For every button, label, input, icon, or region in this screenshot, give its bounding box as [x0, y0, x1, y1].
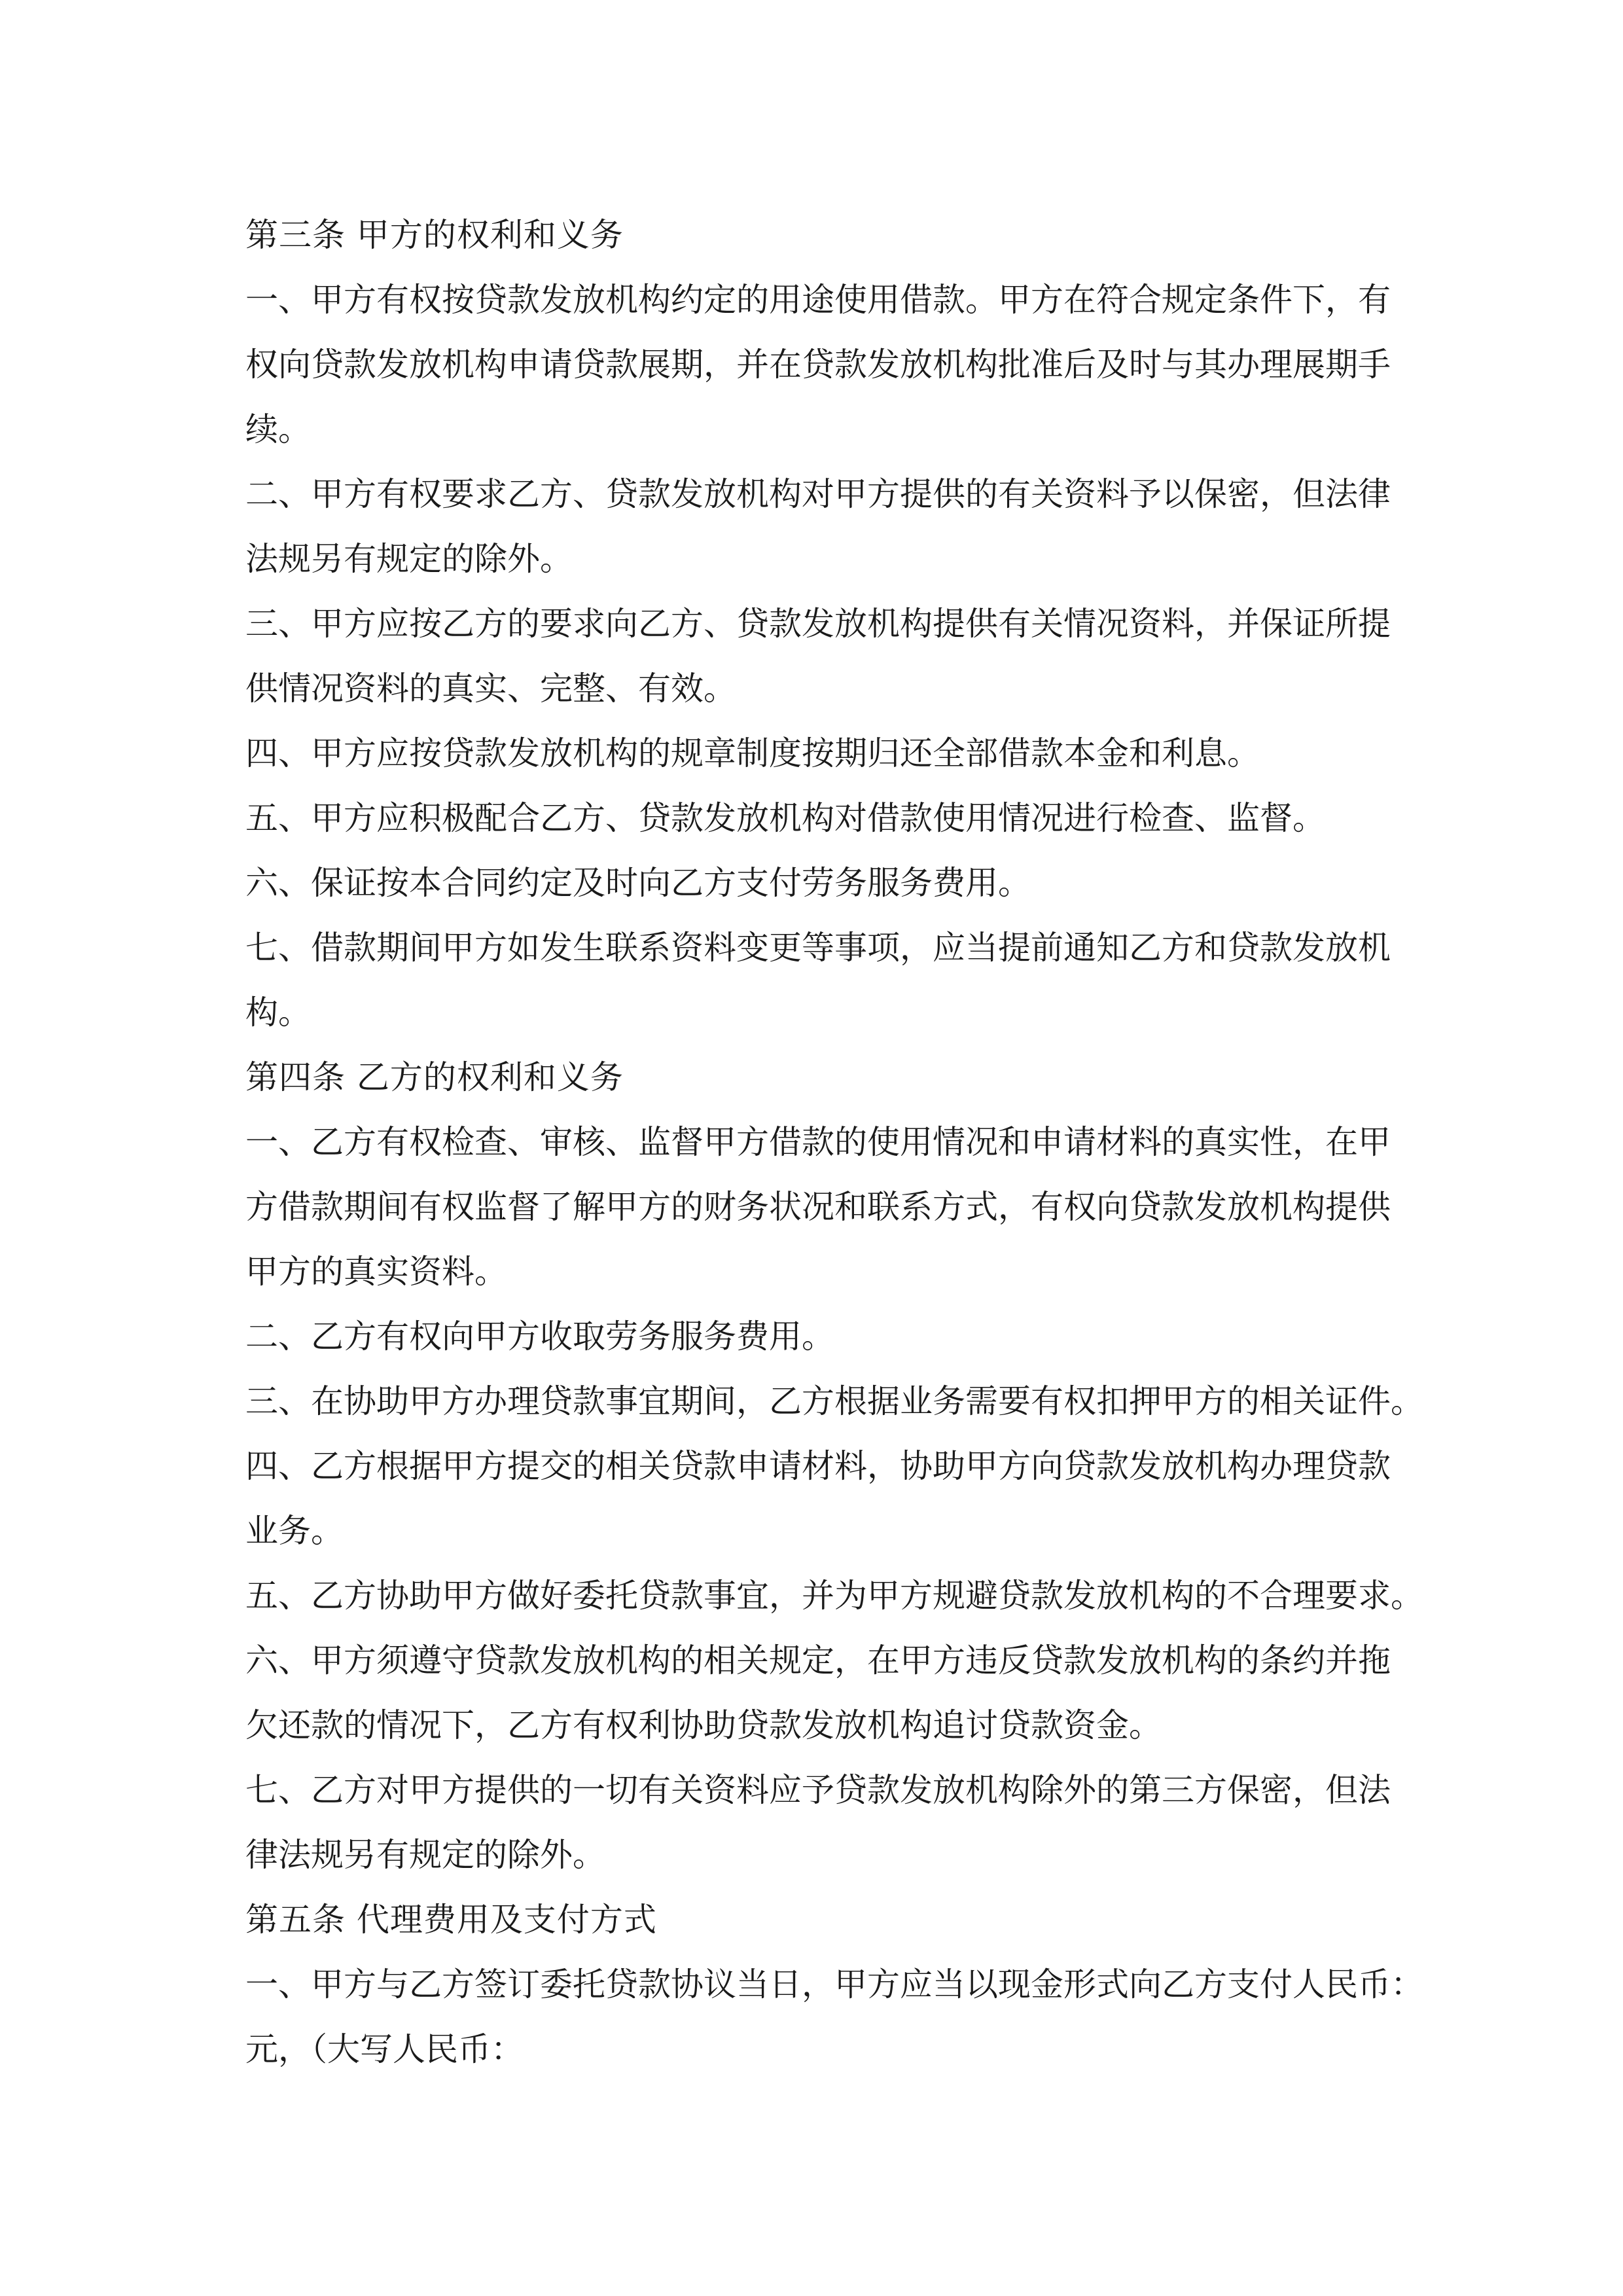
- article-4-clause-4-line-2: 业务。: [245, 1512, 344, 1550]
- article-3-clause-2-line-2: 法规另有规定的除外。: [245, 540, 573, 578]
- article-3-clause-3-line-1: 三、甲方应按乙方的要求向乙方、贷款发放机构提供有关情况资料，并保证所提: [245, 605, 1391, 643]
- article-4-clause-7-line-1: 七、乙方对甲方提供的一切有关资料应予贷款发放机构除外的第三方保密，但法: [245, 1771, 1391, 1809]
- article-4-clause-5: 五、乙方协助甲方做好委托贷款事宜，并为甲方规避贷款发放机构的不合理要求。: [245, 1577, 1423, 1615]
- article-3-clause-7-line-2: 构。: [245, 994, 311, 1031]
- article-4-clause-6-line-1: 六、甲方须遵守贷款发放机构的相关规定，在甲方违反贷款发放机构的条约并拖: [245, 1641, 1391, 1679]
- article-5-clause-1-line-1: 一、甲方与乙方签订委托贷款协议当日，甲方应当以现金形式向乙方支付人民币：: [245, 1965, 1423, 2003]
- article-4-heading: 第四条 乙方的权利和义务: [245, 1058, 624, 1096]
- article-4-clause-6-line-2: 欠还款的情况下，乙方有权利协助贷款发放机构追讨贷款资金。: [245, 1706, 1162, 1744]
- article-3-heading: 第三条 甲方的权利和义务: [245, 216, 624, 254]
- article-3-clause-1-line-2: 权向贷款发放机构申请贷款展期，并在贷款发放机构批准后及时与其办理展期手: [245, 346, 1391, 384]
- article-5-clause-1-line-2: 元，（大写人民币：: [245, 2030, 524, 2068]
- article-4-clause-4-line-1: 四、乙方根据甲方提交的相关贷款申请材料，协助甲方向贷款发放机构办理贷款: [245, 1447, 1391, 1485]
- article-4-clause-7-line-2: 律法规另有规定的除外。: [245, 1836, 605, 1874]
- document-page: [245, 203, 1423, 2082]
- article-3-clause-2-line-1: 二、甲方有权要求乙方、贷款发放机构对甲方提供的有关资料予以保密，但法律: [245, 475, 1391, 513]
- article-3-clause-7-line-1: 七、借款期间甲方如发生联系资料变更等事项，应当提前通知乙方和贷款发放机: [245, 929, 1391, 967]
- article-3-clause-1-line-3: 续。: [245, 410, 311, 448]
- article-4-clause-2: 二、乙方有权向甲方收取劳务服务费用。: [245, 1318, 834, 1355]
- article-3-clause-1-line-1: 一、甲方有权按贷款发放机构约定的用途使用借款。甲方在符合规定条件下，有: [245, 281, 1391, 319]
- article-4-clause-1-line-2: 方借款期间有权监督了解甲方的财务状况和联系方式，有权向贷款发放机构提供: [245, 1188, 1391, 1226]
- article-3-clause-5: 五、甲方应积极配合乙方、贷款发放机构对借款使用情况进行检查、监督。: [245, 799, 1325, 837]
- article-3-clause-6: 六、保证按本合同约定及时向乙方支付劳务服务费用。: [245, 864, 1031, 902]
- article-3-clause-3-line-2: 供情况资料的真实、完整、有效。: [245, 670, 736, 708]
- article-5-heading: 第五条 代理费用及支付方式: [245, 1901, 657, 1939]
- article-4-clause-1-line-3: 甲方的真实资料。: [245, 1253, 507, 1291]
- article-4-clause-3: 三、在协助甲方办理贷款事宜期间，乙方根据业务需要有权扣押甲方的相关证件。: [245, 1382, 1423, 1420]
- article-3-clause-4: 四、甲方应按贷款发放机构的规章制度按期归还全部借款本金和利息。: [245, 734, 1260, 772]
- article-4-clause-1-line-1: 一、乙方有权检查、审核、监督甲方借款的使用情况和申请材料的真实性，在甲: [245, 1123, 1391, 1161]
